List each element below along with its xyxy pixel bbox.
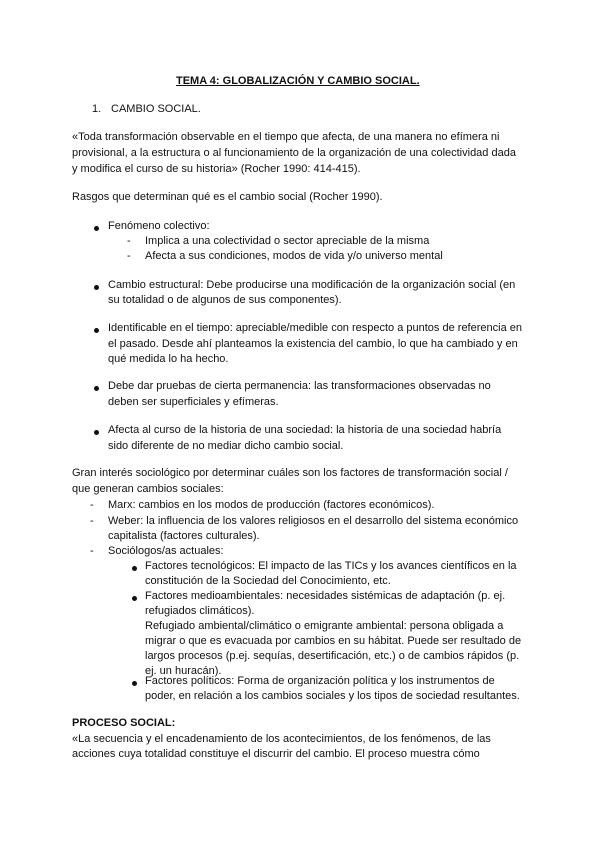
rasgo-text: qué medida lo ha hecho. — [108, 353, 229, 365]
interes-text: Gran interés sociológico por determinar cuáles son los factores de transformación social / — [72, 467, 508, 479]
factor-text: Factores tecnológicos: El impacto de las TICs y los avances científicos en la — [145, 560, 517, 572]
quote-line: provisional, a la estructura o al funcionamiento de la organización de una colectividad dada — [72, 147, 516, 159]
factor-text: ej. un huracán). — [145, 665, 222, 677]
page-title: TEMA 4: GLOBALIZACIÓN Y CAMBIO SOCIAL. — [176, 75, 420, 87]
factor-text: refugiados climáticos). — [145, 605, 255, 617]
bullet-icon — [94, 328, 99, 333]
rasgo-text: Afecta al curso de la historia de una sociedad: la historia de una sociedad habría — [108, 424, 502, 436]
autor-weber: capitalista (factores culturales). — [108, 530, 260, 542]
bullet-icon — [94, 386, 99, 391]
proceso-heading: PROCESO SOCIAL: — [72, 717, 176, 729]
factor-text: largos procesos (p.ej. sequías, desertificación, etc.) o de cambios rápidos (p. — [145, 650, 520, 662]
proceso-text: «La secuencia y el encadenamiento de los acontecimientos, de los fenómenos, de las — [72, 733, 491, 745]
rasgo-text: su totalidad o de algunos de sus componentes). — [108, 294, 342, 306]
rasgo-text: Fenómeno colectivo: — [108, 220, 210, 232]
rasgo-subitem: Afecta a sus condiciones, modos de vida y/o universo mental — [145, 250, 443, 262]
bullet-icon — [132, 681, 137, 686]
bullet-icon — [94, 285, 99, 290]
rasgo-text: Identificable en el tiempo: apreciable/medible con respecto a puntos de referencia en — [108, 322, 522, 334]
bullet-icon — [132, 596, 137, 601]
quote-line: «Toda transformación observable en el tiempo que afecta, de una manera no efímera ni — [72, 131, 500, 143]
section-number: 1. — [92, 103, 102, 115]
factor-text: migrar o que es evacuada por cambios en su hábitat. Puede ser resultado de — [145, 635, 522, 647]
dash-marker: - — [127, 235, 131, 247]
factor-text: poder, en relación a los cambios sociales y los tipos de sociedad resultantes. — [145, 690, 520, 702]
dash-marker: - — [90, 499, 94, 511]
autor-weber: Weber: la influencia de los valores religiosos en el desarrollo del sistema económico — [108, 515, 519, 527]
dash-marker: - — [90, 545, 94, 557]
autor-actuales: Sociólogos/as actuales: — [108, 545, 224, 557]
dash-marker: - — [90, 515, 94, 527]
factor-text: Factores políticos: Forma de organización política y los instrumentos de — [145, 675, 495, 687]
section-heading: CAMBIO SOCIAL. — [111, 103, 201, 115]
bullet-icon — [94, 226, 99, 231]
rasgo-text: Debe dar pruebas de cierta permanencia: las transformaciones observadas no — [108, 380, 491, 392]
factor-text: constitución de la Sociedad del Conocimiento, etc. — [145, 575, 391, 587]
rasgo-text: el pasado. Desde ahí planteamos la existencia del cambio, lo que ha cambiado y en — [108, 338, 518, 350]
factor-text: Refugiado ambiental/climático o emigrante ambiental: persona obligada a — [145, 620, 504, 632]
rasgo-subitem: Implica a una colectividad o sector apreciable de la misma — [145, 235, 430, 247]
bullet-icon — [94, 430, 99, 435]
rasgo-text: deben ser superficiales y efímeras. — [108, 396, 279, 408]
proceso-text: acciones cuya totalidad constituye el discurrir del cambio. El proceso muestra cómo — [72, 748, 480, 760]
rasgo-text: sido diferente de no mediar dicho cambio social. — [108, 440, 344, 452]
interes-text: que generan cambios sociales: — [72, 483, 224, 495]
rasgo-text: Cambio estructural: Debe producirse una modificación de la organización social (en — [108, 279, 516, 291]
factor-text: Factores medioambientales: necesidades sistémicas de adaptación (p. ej. — [145, 590, 506, 602]
bullet-icon — [132, 566, 137, 571]
autor-marx: Marx: cambios en los modos de producción (factores económicos). — [108, 499, 435, 511]
quote-line: y modifica el curso de su historia» (Rocher 1990: 414-415). — [72, 163, 361, 175]
rasgos-intro: Rasgos que determinan qué es el cambio social (Rocher 1990). — [72, 191, 383, 203]
dash-marker: - — [127, 250, 131, 262]
